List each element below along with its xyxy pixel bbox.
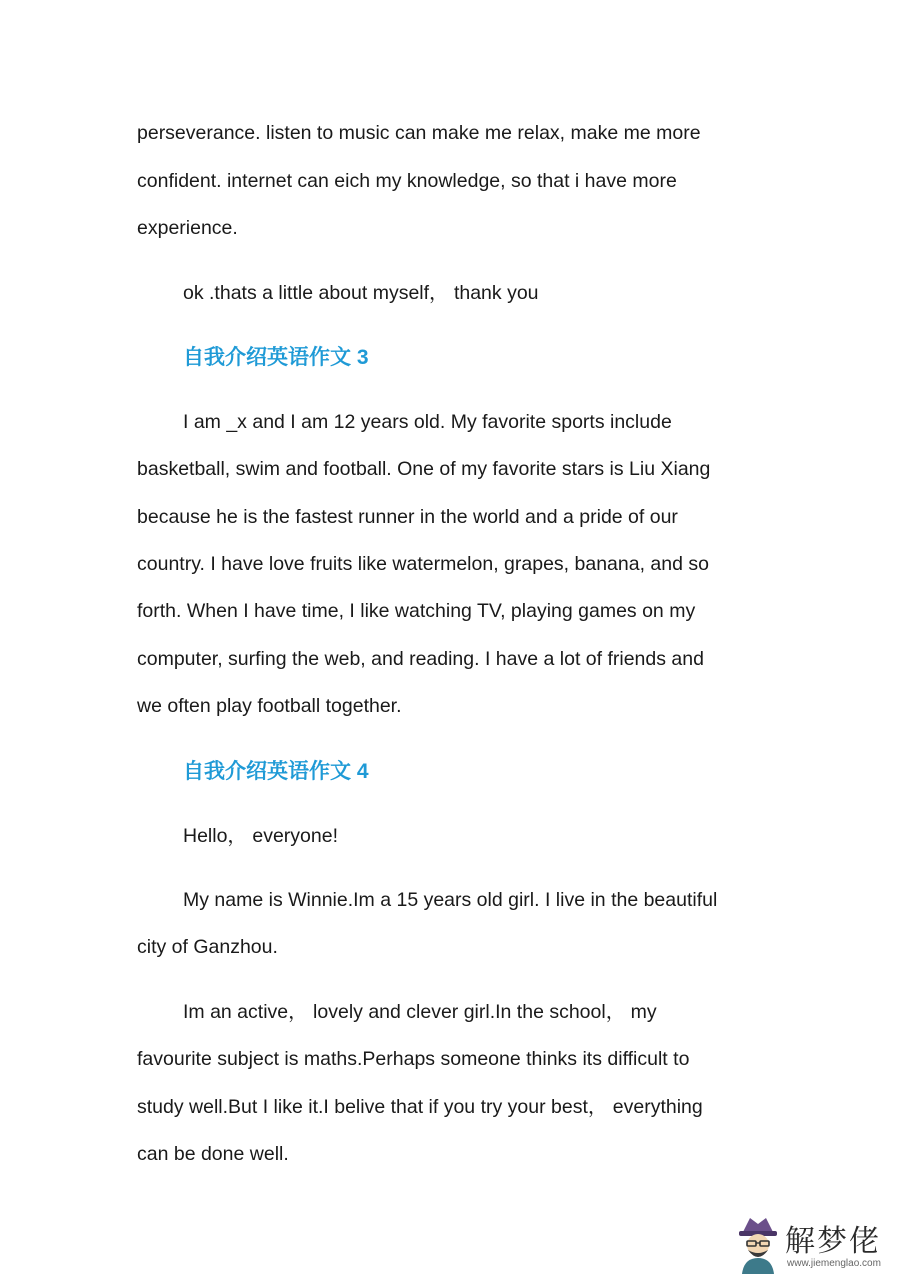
section-heading-4: 自我介绍英语作文 4 xyxy=(183,760,369,783)
paragraph-line: ok .thats a little about myself， thank you xyxy=(183,282,539,304)
paragraph-line: basketball, swim and football. One of my favorite stars is Liu Xiang xyxy=(137,458,711,480)
watermark xyxy=(735,1212,903,1278)
paragraph-line: favourite subject is maths.Perhaps someone thinks its difficult to xyxy=(137,1048,690,1070)
paragraph-line: perseverance. listen to music can make me relax, make me more xyxy=(137,122,701,144)
paragraph-line: we often play football together. xyxy=(137,695,402,717)
paragraph-line: because he is the fastest runner in the world and a pride of our xyxy=(137,506,678,528)
paragraph-line: My name is Winnie.Im a 15 years old girl. I live in the beautiful xyxy=(183,889,718,911)
paragraph-line: study well.But I like it.I belive that if you try your best， everything xyxy=(137,1096,703,1118)
paragraph-line: computer, surfing the web, and reading. I have a lot of friends and xyxy=(137,648,704,670)
paragraph-line: Im an active， lovely and clever girl.In the school， my xyxy=(183,1001,657,1023)
paragraph-line: can be done well. xyxy=(137,1143,289,1165)
section-heading-3: 自我介绍英语作文 3 xyxy=(183,346,369,369)
paragraph-line: forth. When I have time, I like watching TV, playing games on my xyxy=(137,600,696,622)
watermark-url: www.jiemenglao.com xyxy=(787,1258,881,1269)
paragraph-line: experience. xyxy=(137,217,238,239)
watermark-brand: 解梦佬 xyxy=(785,1224,881,1259)
paragraph-line: Hello， everyone! xyxy=(183,825,338,847)
fortune-teller-logo-icon xyxy=(735,1212,781,1274)
paragraph-line: country. I have love fruits like watermelon, grapes, banana, and so xyxy=(137,553,709,575)
paragraph-line: confident. internet can eich my knowledge, so that i have more xyxy=(137,170,677,192)
paragraph-line: city of Ganzhou. xyxy=(137,936,278,958)
paragraph-line: I am _x and I am 12 years old. My favorite sports include xyxy=(183,411,672,433)
